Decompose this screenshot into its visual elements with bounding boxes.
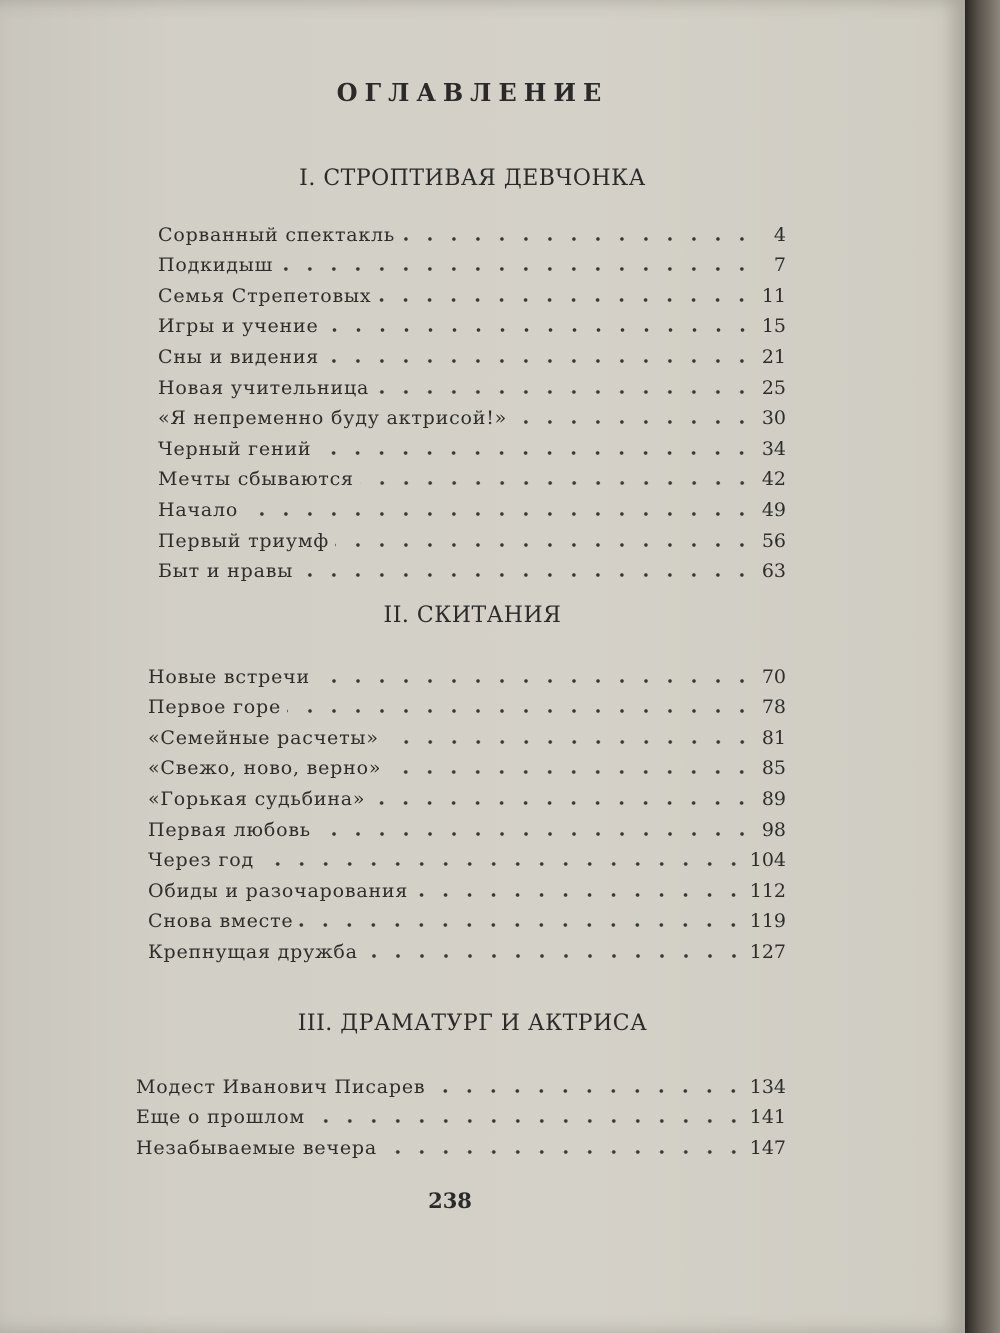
entry-title: Модест Иванович Писарев: [136, 1075, 426, 1098]
toc-entry: [158, 214, 786, 245]
entry-page: 15: [761, 315, 786, 338]
leader-dots: [299, 922, 745, 928]
leader-dots: [299, 572, 754, 578]
entry-title: «Я непременно буду актрисой!»: [158, 407, 508, 430]
entry-page: 141: [749, 1106, 786, 1129]
page-number: 238: [428, 1188, 472, 1213]
book-spine-shadow: [965, 0, 1000, 1333]
leader-dots: [287, 708, 754, 714]
leader-dots: [279, 266, 754, 272]
entry-title: Быт и нравы: [158, 560, 294, 583]
toc-entry: [148, 656, 786, 687]
entry-page: 147: [749, 1136, 786, 1159]
entry-page: 119: [749, 910, 786, 933]
toc-entry: [158, 275, 786, 306]
leader-dots: [260, 861, 746, 867]
toc-entry: [148, 901, 786, 932]
entry-title: Начало: [158, 498, 239, 521]
leader-dots: [414, 892, 746, 898]
entry-title: Первый триумф: [158, 529, 330, 552]
toc-entry: [148, 717, 786, 748]
section-2-entries: [148, 656, 786, 962]
leader-dots: [317, 450, 754, 456]
entry-page: 127: [749, 940, 786, 963]
entry-page: 34: [761, 437, 786, 460]
leader-dots: [431, 1088, 745, 1094]
leader-dots: [244, 511, 754, 517]
leader-dots: [513, 419, 754, 425]
entry-title: Мечты сбываются: [158, 468, 354, 491]
entry-title: Игры и учение: [158, 315, 319, 338]
leader-dots: [383, 1149, 746, 1155]
leader-dots: [335, 542, 754, 548]
toc-entry: [148, 931, 786, 962]
toc-entry: [158, 367, 786, 398]
entry-title: Черный гений: [158, 437, 312, 460]
entry-page: 85: [761, 757, 786, 780]
toc-entry: [158, 306, 786, 337]
leader-dots: [385, 739, 754, 745]
leader-dots: [401, 236, 754, 242]
entry-title: Новая учительница: [158, 376, 370, 399]
entry-title: Обиды и разочарования: [148, 879, 409, 902]
section-heading-2: II. СКИТАНИЯ: [383, 603, 562, 628]
entry-page: 104: [749, 849, 786, 872]
toc-entry: [158, 551, 786, 582]
entry-page: 70: [761, 665, 786, 688]
leader-dots: [375, 389, 754, 395]
entry-page: 7: [773, 254, 786, 277]
toc-entry: [158, 459, 786, 490]
entry-page: 11: [761, 284, 786, 307]
entry-title: «Горькая судьбина»: [148, 787, 366, 810]
entry-title: Снова вместе: [148, 910, 294, 933]
entry-title: Подкидыш: [158, 254, 274, 277]
entry-page: 4: [773, 223, 786, 246]
entry-page: 30: [761, 407, 786, 430]
entry-title: Новые встречи: [148, 665, 310, 688]
entry-page: 98: [761, 818, 786, 841]
leader-dots: [377, 297, 754, 303]
leader-dots: [311, 1118, 746, 1124]
leader-dots: [371, 800, 754, 806]
entry-title: Первая любовь: [148, 818, 311, 841]
toc-entry: [158, 428, 786, 459]
entry-page: 56: [761, 529, 786, 552]
entry-title: «Свежо, ново, верно»: [148, 757, 382, 780]
toc-entry: [136, 1127, 786, 1158]
toc-entry: [158, 520, 786, 551]
entry-page: 89: [761, 787, 786, 810]
entry-page: 81: [761, 726, 786, 749]
entry-title: «Семейные расчеты»: [148, 726, 379, 749]
toc-entry: [148, 809, 786, 840]
entry-page: 78: [761, 696, 786, 719]
toc-title: ОГЛАВЛЕНИЕ: [336, 78, 609, 107]
entry-page: 21: [761, 345, 786, 368]
entry-title: Крепнущая дружба: [148, 940, 358, 963]
entry-title: Сны и видения: [158, 345, 320, 368]
leader-dots: [325, 327, 754, 333]
entry-title: Незабываемые вечера: [136, 1136, 377, 1159]
entry-page: 134: [749, 1075, 786, 1098]
toc-entry: [148, 840, 786, 871]
leader-dots: [316, 678, 754, 684]
leader-dots: [387, 769, 754, 775]
entry-title: Еще о прошлом: [136, 1106, 305, 1129]
toc-entry: [158, 398, 786, 429]
leader-dots: [360, 480, 754, 486]
toc-entry: [148, 748, 786, 779]
entry-title: Первое горе: [148, 696, 281, 719]
entry-title: Через год: [148, 849, 255, 872]
toc-entry: [158, 489, 786, 520]
toc-entry: [158, 245, 786, 276]
toc-entry: [148, 870, 786, 901]
entry-page: 49: [761, 498, 786, 521]
leader-dots: [317, 831, 754, 837]
toc-entry: [136, 1066, 786, 1097]
entry-page: 42: [761, 468, 786, 491]
entry-page: 112: [749, 879, 786, 902]
leader-dots: [325, 358, 754, 364]
toc-entry: [148, 687, 786, 718]
section-heading-3: III. ДРАМАТУРГ И АКТРИСА: [297, 1011, 648, 1036]
toc-entry: [136, 1097, 786, 1128]
entry-title: Семья Стрепетовых: [158, 284, 372, 307]
entry-page: 63: [761, 560, 786, 583]
section-heading-1: I. СТРОПТИВАЯ ДЕВЧОНКА: [299, 166, 646, 191]
section-1-entries: [158, 214, 786, 581]
leader-dots: [364, 953, 746, 959]
section-3-entries: [136, 1066, 786, 1158]
entry-title: Сорванный спектакль: [158, 223, 396, 246]
toc-entry: [158, 336, 786, 367]
entry-page: 25: [761, 376, 786, 399]
toc-entry: [148, 778, 786, 809]
